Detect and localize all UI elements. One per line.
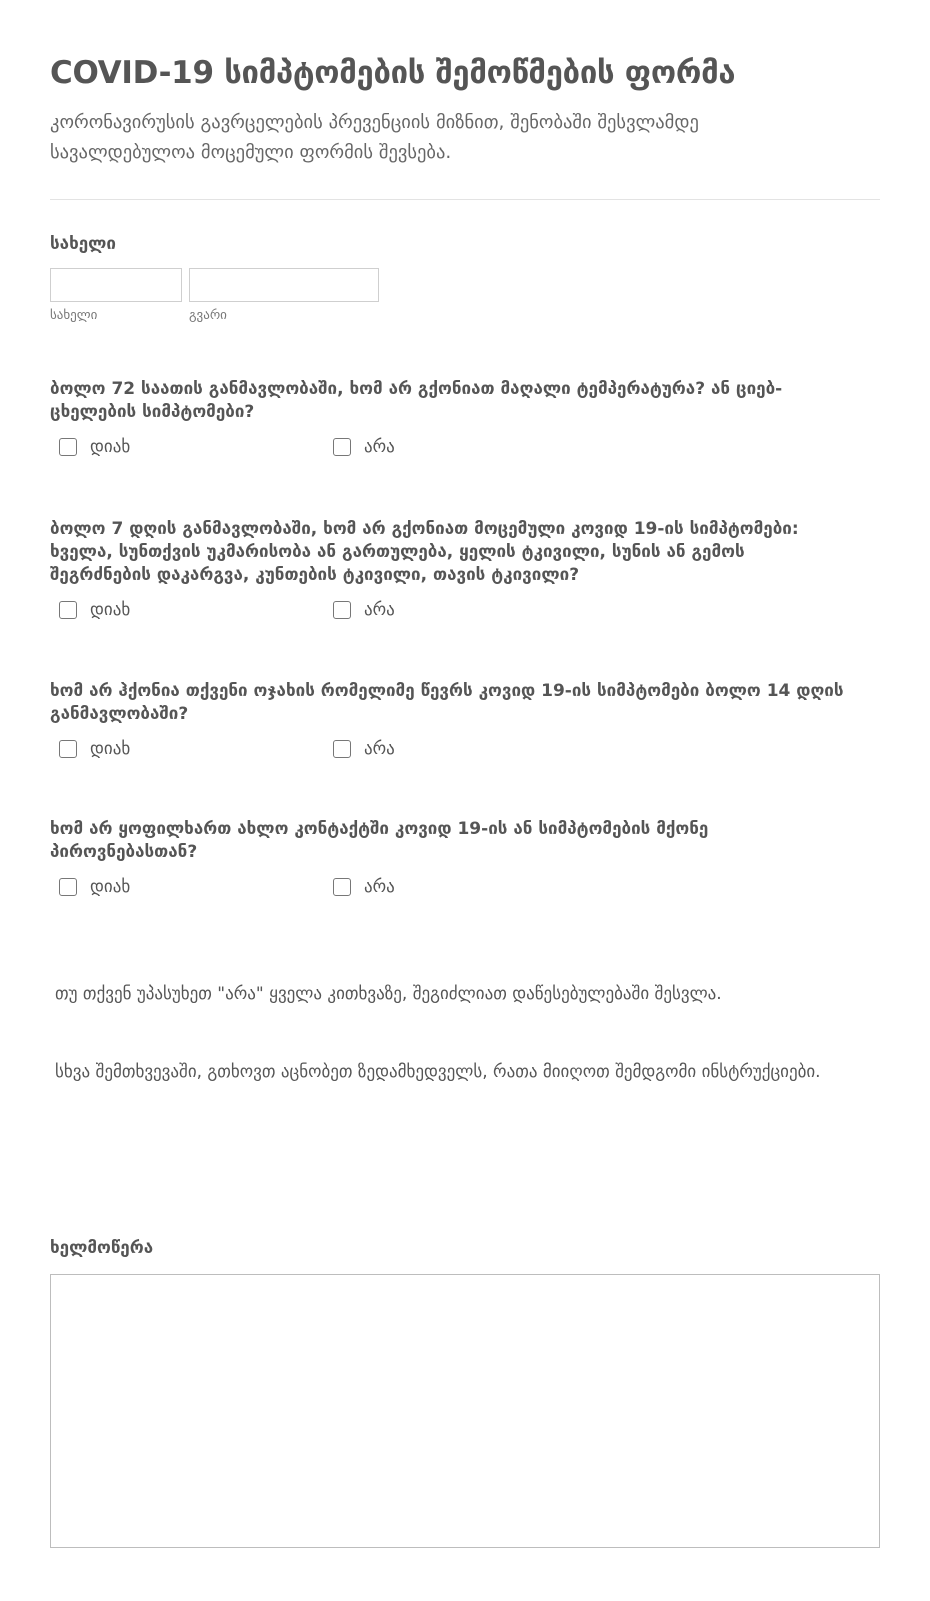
question-1-option-yes[interactable] [59,437,130,457]
question-2-option-yes[interactable] [59,600,130,620]
first-name-sublabel: სახელი [50,308,98,323]
question-4-no-checkbox[interactable] [333,878,351,896]
question-1-yes-checkbox[interactable] [59,438,77,456]
first-name-input[interactable] [50,268,182,302]
question-3-option-no[interactable] [333,739,395,759]
question-3-yes-checkbox[interactable] [59,740,77,758]
question-2-no-checkbox[interactable] [333,601,351,619]
info-paragraph-instructions: სხვა შემთხვევაში, გთხოვთ აცნობეთ ზედამხედველს, რათა მიიღოთ შემდგომი ინსტრუქციები. [55,1062,821,1082]
name-field-label: სახელი [50,234,117,254]
question-2-option-no[interactable] [333,600,395,620]
question-1-option-no[interactable] [333,437,395,457]
question-1-no-checkbox[interactable] [333,438,351,456]
info-paragraph-allowed: თუ თქვენ უპასუხეთ "არა" ყველა კითხვაზე, შეგიძლიათ დაწესებულებაში შესვლა. [55,984,722,1004]
question-3-yes-label: დიახ [90,739,131,759]
question-4-yes-checkbox[interactable] [59,878,77,896]
question-4-yes-label: დიახ [90,877,131,897]
question-3-option-yes[interactable] [59,739,130,759]
signature-pad[interactable] [50,1274,880,1548]
signature-label: ხელმოწერა [50,1238,154,1258]
form-description: კორონავირუსის გავრცელების პრევენციის მიზნით, შენობაში შესვლამდე სავალდებულოა მოცემული ფორმის შევსება. [50,112,699,163]
question-4-no-label: არა [364,877,395,897]
question-4-option-no[interactable] [333,877,395,897]
question-2-yes-label: დიახ [90,600,131,620]
question-2-no-label: არა [364,600,395,620]
question-4-text: ხომ არ ყოფილხართ ახლო კონტაქტში კოვიდ 19-ის ან სიმპტომების მქონე პიროვნებასთან? [50,819,709,862]
question-3-no-label: არა [364,739,395,759]
last-name-input[interactable] [189,268,379,302]
question-2-yes-checkbox[interactable] [59,601,77,619]
question-1-text: ბოლო 72 საათის განმავლობაში, ხომ არ გქონიათ მაღალი ტემპერატურა? ან ციებ-ცხელების სიმპტომები? [50,379,783,422]
form-title: COVID-19 სიმპტომების შემოწმების ფორმა [50,55,736,91]
question-4-option-yes[interactable] [59,877,130,897]
question-3-text: ხომ არ ჰქონია თქვენი ოჯახის რომელიმე წევრს კოვიდ 19-ის სიმპტომები ბოლო 14 დღის განმავლობაში? [50,681,844,724]
question-3-no-checkbox[interactable] [333,740,351,758]
question-1-yes-label: დიახ [90,437,131,457]
header-divider [50,199,880,200]
question-1-no-label: არა [364,437,395,457]
last-name-sublabel: გვარი [189,308,227,323]
question-2-text: ბოლო 7 დღის განმავლობაში, ხომ არ გქონიათ მოცემული კოვიდ 19-ის სიმპტომები: ხველა, სუნთქვის უკმარისობა ან გართულება, ყელის ტკივილი, სუნის ან გემოს შეგრძნების დაკარგვა, კუნთების ტკივილი, თავის ტკივილი? [50,519,799,585]
